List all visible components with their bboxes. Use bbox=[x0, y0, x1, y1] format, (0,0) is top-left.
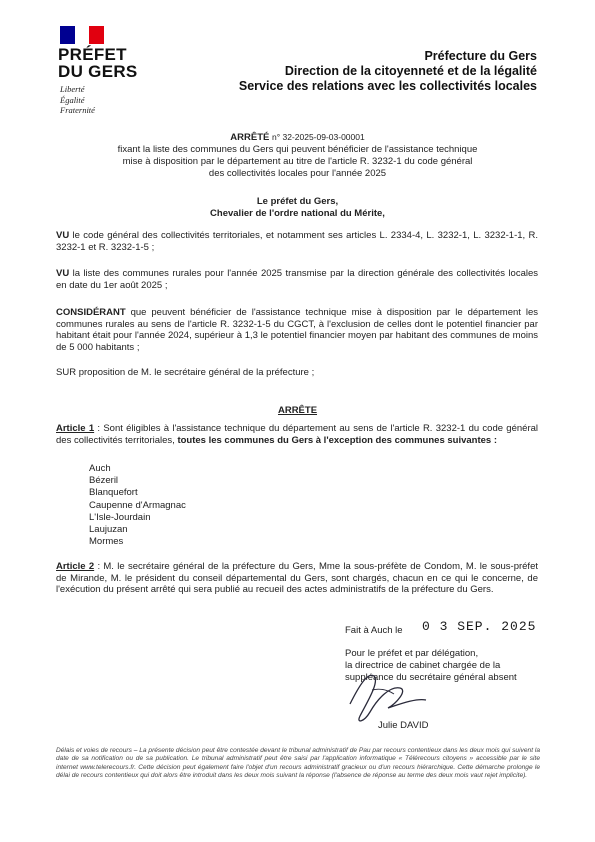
considerant-paragraph bbox=[56, 307, 538, 353]
handwritten-signature bbox=[330, 664, 440, 726]
flag-red bbox=[89, 26, 104, 44]
decree-title bbox=[60, 131, 535, 180]
sur-paragraph: SUR proposition de M. le secrétaire général de la préfecture ; bbox=[56, 367, 315, 378]
decree-number: n° 32-2025-09-03-00001 bbox=[271, 132, 365, 142]
signer-line-1: Le préfet du Gers, bbox=[256, 196, 339, 207]
header-service: Service des relations avec les collectivités locales bbox=[238, 79, 537, 93]
article-1-text: : Sont éligibles à l'assistance technique du département au sens de l'article R. 3232-1 du code général des collectivités territoriales, bbox=[56, 423, 538, 446]
vu-text: la liste des communes rurales pour l'année 2025 transmise par la direction générale des collectivités locales en date du 1er août 2025 ; bbox=[56, 268, 538, 291]
signer-heading bbox=[60, 196, 535, 220]
signatory-name: Julie DAVID bbox=[378, 720, 429, 731]
title-line-3: des collectivités locales pour l'année 2025 bbox=[208, 168, 387, 179]
arrete-heading: ARRÊTE bbox=[277, 405, 318, 416]
title-line-2: mise à disposition par le département au titre de l'article R. 3232-1 du code général bbox=[122, 156, 473, 167]
motto-liberte: Liberté bbox=[60, 84, 85, 94]
flag-white bbox=[75, 26, 90, 44]
delegation-line-3: suppléance du secrétaire général absent bbox=[345, 672, 517, 684]
article-2-label: Article 2 bbox=[56, 561, 95, 572]
article-2 bbox=[56, 561, 538, 596]
flag-blue bbox=[60, 26, 75, 44]
list-item: Mormes bbox=[89, 536, 124, 548]
considerant-text: que peuvent bénéficier de l'assistance technique mise à disposition par le département les communes rurales au sens de l'article R. 3232-1-5 du CGCT, à l'exclusion de celles dont le potentiel financier par habitant était pour l'année 2024, supérieur à 1,3 le potentiel financier moyen par habitant des communes de moins de 5 000 habitants ; bbox=[56, 307, 538, 353]
delegation-line-1: Pour le préfet et par délégation, bbox=[345, 648, 479, 659]
article-1 bbox=[56, 423, 538, 446]
title-prefix: ARRÊTÉ bbox=[230, 132, 270, 143]
header-direction: Direction de la citoyenneté et de la légalité bbox=[284, 64, 537, 78]
organisation-header bbox=[239, 49, 537, 94]
communes-list bbox=[89, 463, 186, 548]
article-1-label: Article 1 bbox=[56, 423, 95, 434]
title-line-1: fixant la liste des communes du Gers qui peuvent bénéficier de l'assistance technique bbox=[117, 144, 478, 155]
signer-line-2: Chevalier de l'ordre national du Mérite, bbox=[210, 208, 385, 219]
marianne-flag-logo bbox=[60, 26, 104, 44]
considerant-lead: CONSIDÉRANT bbox=[56, 307, 126, 318]
header-prefecture: Préfecture du Gers bbox=[424, 49, 537, 63]
vu-text: le code général des collectivités territoriales, et notamment ses articles L. 2334-4, L. 3232-1, L. 3232-1-1, R. 3232-1 et R. 3232-1-5 ; bbox=[56, 230, 538, 253]
vu-lead: VU bbox=[56, 268, 70, 279]
vu-paragraph-1 bbox=[56, 230, 538, 253]
list-item: Blanquefort bbox=[89, 487, 138, 499]
appeal-notice-footer: Délais et voies de recours – La présente décision peut être contestée devant le tribunal administratif de Pau par recours contentieux dans les deux mois qui suivent la date de sa notification ou de sa publication. Le tribunal administratif peut être saisi par l'application informatique « Télérecours citoyens » accessible par le site internet www.telerecours.fr. Cette décision peut également faire l'objet d'un recours administratif gracieux ou d'un recours hiérarchique. Cette démarche prolonge le délai de recours contentieux qui doit alors être introduit dans les deux mois suivant la réponse (l'absence de réponse au terme des deux mois vaut rejet implicite). bbox=[56, 747, 540, 779]
prefet-logo-text bbox=[58, 46, 138, 80]
date-stamp: 0 3 SEP. 2025 bbox=[422, 619, 537, 634]
list-item: Auch bbox=[89, 463, 111, 474]
fait-a-auch: Fait à Auch le bbox=[345, 625, 403, 636]
article-1-tail: : bbox=[491, 434, 498, 446]
vu-paragraph-2 bbox=[56, 268, 538, 291]
article-1-bold: toutes les communes du Gers à l'exception des communes suivantes bbox=[177, 434, 492, 446]
vu-lead: VU bbox=[56, 230, 70, 241]
list-item: Laujuzan bbox=[89, 524, 128, 536]
delegation-line-2: la directrice de cabinet chargée de la bbox=[345, 660, 501, 672]
republic-motto bbox=[60, 84, 95, 116]
motto-egalite: Égalité bbox=[60, 94, 85, 105]
list-item: L'Isle-Jourdain bbox=[89, 511, 151, 523]
motto-fraternite: Fraternité bbox=[60, 105, 95, 115]
list-item: Caupenne d'Armagnac bbox=[89, 499, 186, 511]
logo-line-1: PRÉFET bbox=[58, 45, 127, 64]
article-2-text: : M. le secrétaire général de la préfecture du Gers, Mme la sous-préfète de Condom, M. le sous-préfet de Mirande, M. le président du conseil départemental du Gers, sont chargés, chacun en ce qui le concerne, de l'exécution du présent arrêté qui sera publié au recueil des actes administratifs de la préfecture du Gers. bbox=[56, 561, 538, 596]
logo-line-2: DU GERS bbox=[58, 62, 138, 81]
list-item: Bézeril bbox=[89, 475, 119, 487]
